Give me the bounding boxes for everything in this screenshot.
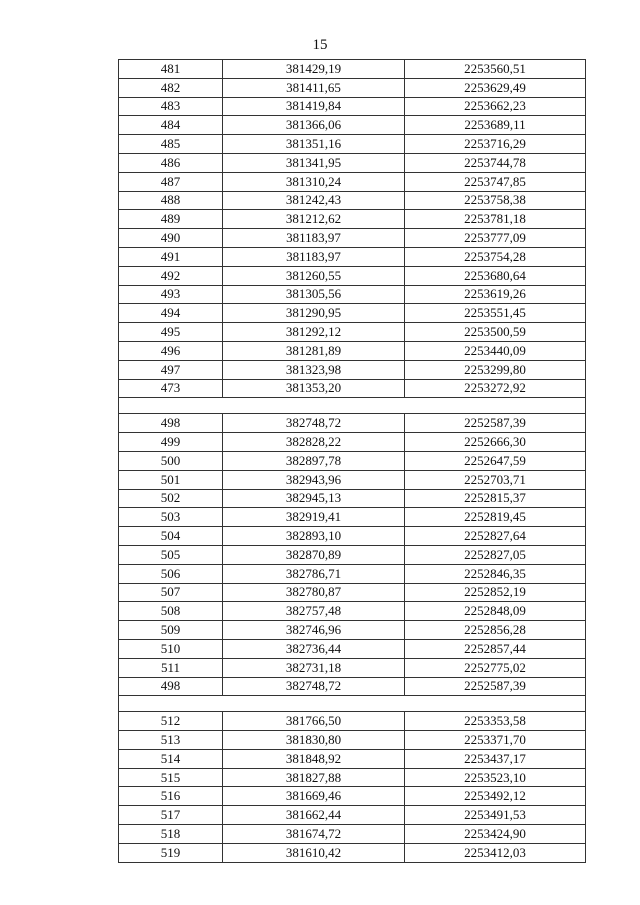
x-coordinate-cell: 382893,10 — [223, 527, 405, 546]
x-coordinate-cell: 382757,48 — [223, 602, 405, 621]
table-row — [119, 712, 586, 731]
table-row — [119, 731, 586, 750]
table-row — [119, 451, 586, 470]
x-coordinate-cell: 382945,13 — [223, 489, 405, 508]
table-row — [119, 266, 586, 285]
x-coordinate-cell: 381419,84 — [223, 97, 405, 116]
table-row — [119, 379, 586, 398]
table-row — [119, 806, 586, 825]
table-row — [119, 677, 586, 696]
y-coordinate-cell: 2252647,59 — [405, 451, 586, 470]
point-number-cell: 512 — [119, 712, 223, 731]
x-coordinate-cell: 381310,24 — [223, 172, 405, 191]
table-row — [119, 97, 586, 116]
table-row — [119, 602, 586, 621]
point-number-cell: 488 — [119, 191, 223, 210]
y-coordinate-cell: 2252587,39 — [405, 677, 586, 696]
point-number-cell: 494 — [119, 304, 223, 323]
page-number: 15 — [312, 37, 328, 53]
x-coordinate-cell: 382748,72 — [223, 677, 405, 696]
table-row — [119, 489, 586, 508]
x-coordinate-cell: 381281,89 — [223, 341, 405, 360]
table-row — [119, 229, 586, 248]
table-row — [119, 621, 586, 640]
separator-cell — [119, 398, 586, 414]
point-number-cell: 484 — [119, 116, 223, 135]
table-row — [119, 323, 586, 342]
y-coordinate-cell: 2253619,26 — [405, 285, 586, 304]
x-coordinate-cell: 381292,12 — [223, 323, 405, 342]
x-coordinate-cell: 381341,95 — [223, 153, 405, 172]
coordinates-table — [118, 59, 586, 863]
point-number-cell: 506 — [119, 564, 223, 583]
y-coordinate-cell: 2252846,35 — [405, 564, 586, 583]
x-coordinate-cell: 382731,18 — [223, 658, 405, 677]
point-number-cell: 503 — [119, 508, 223, 527]
y-coordinate-cell: 2252857,44 — [405, 639, 586, 658]
y-coordinate-cell: 2253500,59 — [405, 323, 586, 342]
y-coordinate-cell: 2252827,64 — [405, 527, 586, 546]
y-coordinate-cell: 2253747,85 — [405, 172, 586, 191]
point-number-cell: 491 — [119, 247, 223, 266]
point-number-cell: 519 — [119, 843, 223, 862]
y-coordinate-cell: 2253424,90 — [405, 825, 586, 844]
x-coordinate-cell: 382736,44 — [223, 639, 405, 658]
table-row — [119, 153, 586, 172]
x-coordinate-cell: 381351,16 — [223, 135, 405, 154]
table-row — [119, 564, 586, 583]
point-number-cell: 515 — [119, 768, 223, 787]
y-coordinate-cell: 2253272,92 — [405, 379, 586, 398]
point-number-cell: 485 — [119, 135, 223, 154]
point-number-cell: 498 — [119, 677, 223, 696]
y-coordinate-cell: 2252848,09 — [405, 602, 586, 621]
x-coordinate-cell: 381290,95 — [223, 304, 405, 323]
point-number-cell: 510 — [119, 639, 223, 658]
table-row — [119, 341, 586, 360]
point-number-cell: 517 — [119, 806, 223, 825]
y-coordinate-cell: 2252827,05 — [405, 545, 586, 564]
separator-cell — [119, 696, 586, 712]
y-coordinate-cell: 2253560,51 — [405, 60, 586, 79]
x-coordinate-cell: 381848,92 — [223, 749, 405, 768]
y-coordinate-cell: 2253353,58 — [405, 712, 586, 731]
table-row — [119, 658, 586, 677]
x-coordinate-cell: 381827,88 — [223, 768, 405, 787]
y-coordinate-cell: 2253371,70 — [405, 731, 586, 750]
x-coordinate-cell: 381766,50 — [223, 712, 405, 731]
point-number-cell: 518 — [119, 825, 223, 844]
table-row — [119, 210, 586, 229]
x-coordinate-cell: 381212,62 — [223, 210, 405, 229]
x-coordinate-cell: 382780,87 — [223, 583, 405, 602]
point-number-cell: 487 — [119, 172, 223, 191]
point-number-cell: 497 — [119, 360, 223, 379]
table-row — [119, 414, 586, 433]
x-coordinate-cell: 382943,96 — [223, 470, 405, 489]
point-number-cell: 509 — [119, 621, 223, 640]
point-number-cell: 501 — [119, 470, 223, 489]
y-coordinate-cell: 2252819,45 — [405, 508, 586, 527]
table-row — [119, 285, 586, 304]
y-coordinate-cell: 2253754,28 — [405, 247, 586, 266]
y-coordinate-cell: 2252852,19 — [405, 583, 586, 602]
table-row — [119, 508, 586, 527]
point-number-cell: 513 — [119, 731, 223, 750]
y-coordinate-cell: 2252666,30 — [405, 433, 586, 452]
point-number-cell: 482 — [119, 78, 223, 97]
point-number-cell: 495 — [119, 323, 223, 342]
y-coordinate-cell: 2253523,10 — [405, 768, 586, 787]
x-coordinate-cell: 381183,97 — [223, 229, 405, 248]
table-row — [119, 749, 586, 768]
point-number-cell: 473 — [119, 379, 223, 398]
table-separator-row — [119, 398, 586, 414]
x-coordinate-cell: 382919,41 — [223, 508, 405, 527]
table-row — [119, 135, 586, 154]
table-row — [119, 639, 586, 658]
x-coordinate-cell: 381260,55 — [223, 266, 405, 285]
y-coordinate-cell: 2253299,80 — [405, 360, 586, 379]
table-row — [119, 787, 586, 806]
y-coordinate-cell: 2253491,53 — [405, 806, 586, 825]
x-coordinate-cell: 382870,89 — [223, 545, 405, 564]
table-row — [119, 768, 586, 787]
x-coordinate-cell: 381242,43 — [223, 191, 405, 210]
x-coordinate-cell: 381411,65 — [223, 78, 405, 97]
table-row — [119, 304, 586, 323]
x-coordinate-cell: 382897,78 — [223, 451, 405, 470]
table-row — [119, 247, 586, 266]
x-coordinate-cell: 382786,71 — [223, 564, 405, 583]
y-coordinate-cell: 2253440,09 — [405, 341, 586, 360]
point-number-cell: 492 — [119, 266, 223, 285]
x-coordinate-cell: 381674,72 — [223, 825, 405, 844]
x-coordinate-cell: 381610,42 — [223, 843, 405, 862]
point-number-cell: 511 — [119, 658, 223, 677]
y-coordinate-cell: 2253412,03 — [405, 843, 586, 862]
x-coordinate-cell: 381183,97 — [223, 247, 405, 266]
y-coordinate-cell: 2252775,02 — [405, 658, 586, 677]
x-coordinate-cell: 381669,46 — [223, 787, 405, 806]
table-row — [119, 191, 586, 210]
point-number-cell: 500 — [119, 451, 223, 470]
table-row — [119, 433, 586, 452]
y-coordinate-cell: 2253716,29 — [405, 135, 586, 154]
point-number-cell: 483 — [119, 97, 223, 116]
point-number-cell: 496 — [119, 341, 223, 360]
point-number-cell: 514 — [119, 749, 223, 768]
y-coordinate-cell: 2253662,23 — [405, 97, 586, 116]
x-coordinate-cell: 382828,22 — [223, 433, 405, 452]
point-number-cell: 507 — [119, 583, 223, 602]
x-coordinate-cell: 381353,20 — [223, 379, 405, 398]
table-row — [119, 825, 586, 844]
point-number-cell: 504 — [119, 527, 223, 546]
y-coordinate-cell: 2253777,09 — [405, 229, 586, 248]
point-number-cell: 490 — [119, 229, 223, 248]
table-row — [119, 360, 586, 379]
y-coordinate-cell: 2252815,37 — [405, 489, 586, 508]
y-coordinate-cell: 2253629,49 — [405, 78, 586, 97]
y-coordinate-cell: 2253680,64 — [405, 266, 586, 285]
table-row — [119, 116, 586, 135]
point-number-cell: 502 — [119, 489, 223, 508]
table-row — [119, 527, 586, 546]
point-number-cell: 498 — [119, 414, 223, 433]
y-coordinate-cell: 2253492,12 — [405, 787, 586, 806]
point-number-cell: 493 — [119, 285, 223, 304]
table-separator-row — [119, 696, 586, 712]
table-row — [119, 60, 586, 79]
point-number-cell: 489 — [119, 210, 223, 229]
table-row — [119, 78, 586, 97]
point-number-cell: 508 — [119, 602, 223, 621]
y-coordinate-cell: 2253551,45 — [405, 304, 586, 323]
point-number-cell: 516 — [119, 787, 223, 806]
y-coordinate-cell: 2252587,39 — [405, 414, 586, 433]
y-coordinate-cell: 2252856,28 — [405, 621, 586, 640]
table-row — [119, 545, 586, 564]
y-coordinate-cell: 2253689,11 — [405, 116, 586, 135]
y-coordinate-cell: 2253758,38 — [405, 191, 586, 210]
x-coordinate-cell: 381366,06 — [223, 116, 405, 135]
x-coordinate-cell: 381305,56 — [223, 285, 405, 304]
y-coordinate-cell: 2252703,71 — [405, 470, 586, 489]
x-coordinate-cell: 382746,96 — [223, 621, 405, 640]
x-coordinate-cell: 381830,80 — [223, 731, 405, 750]
table-row — [119, 470, 586, 489]
x-coordinate-cell: 381429,19 — [223, 60, 405, 79]
y-coordinate-cell: 2253744,78 — [405, 153, 586, 172]
point-number-cell: 499 — [119, 433, 223, 452]
x-coordinate-cell: 382748,72 — [223, 414, 405, 433]
table-row — [119, 843, 586, 862]
point-number-cell: 486 — [119, 153, 223, 172]
point-number-cell: 481 — [119, 60, 223, 79]
x-coordinate-cell: 381323,98 — [223, 360, 405, 379]
y-coordinate-cell: 2253781,18 — [405, 210, 586, 229]
table-row — [119, 583, 586, 602]
x-coordinate-cell: 381662,44 — [223, 806, 405, 825]
y-coordinate-cell: 2253437,17 — [405, 749, 586, 768]
point-number-cell: 505 — [119, 545, 223, 564]
table-row — [119, 172, 586, 191]
